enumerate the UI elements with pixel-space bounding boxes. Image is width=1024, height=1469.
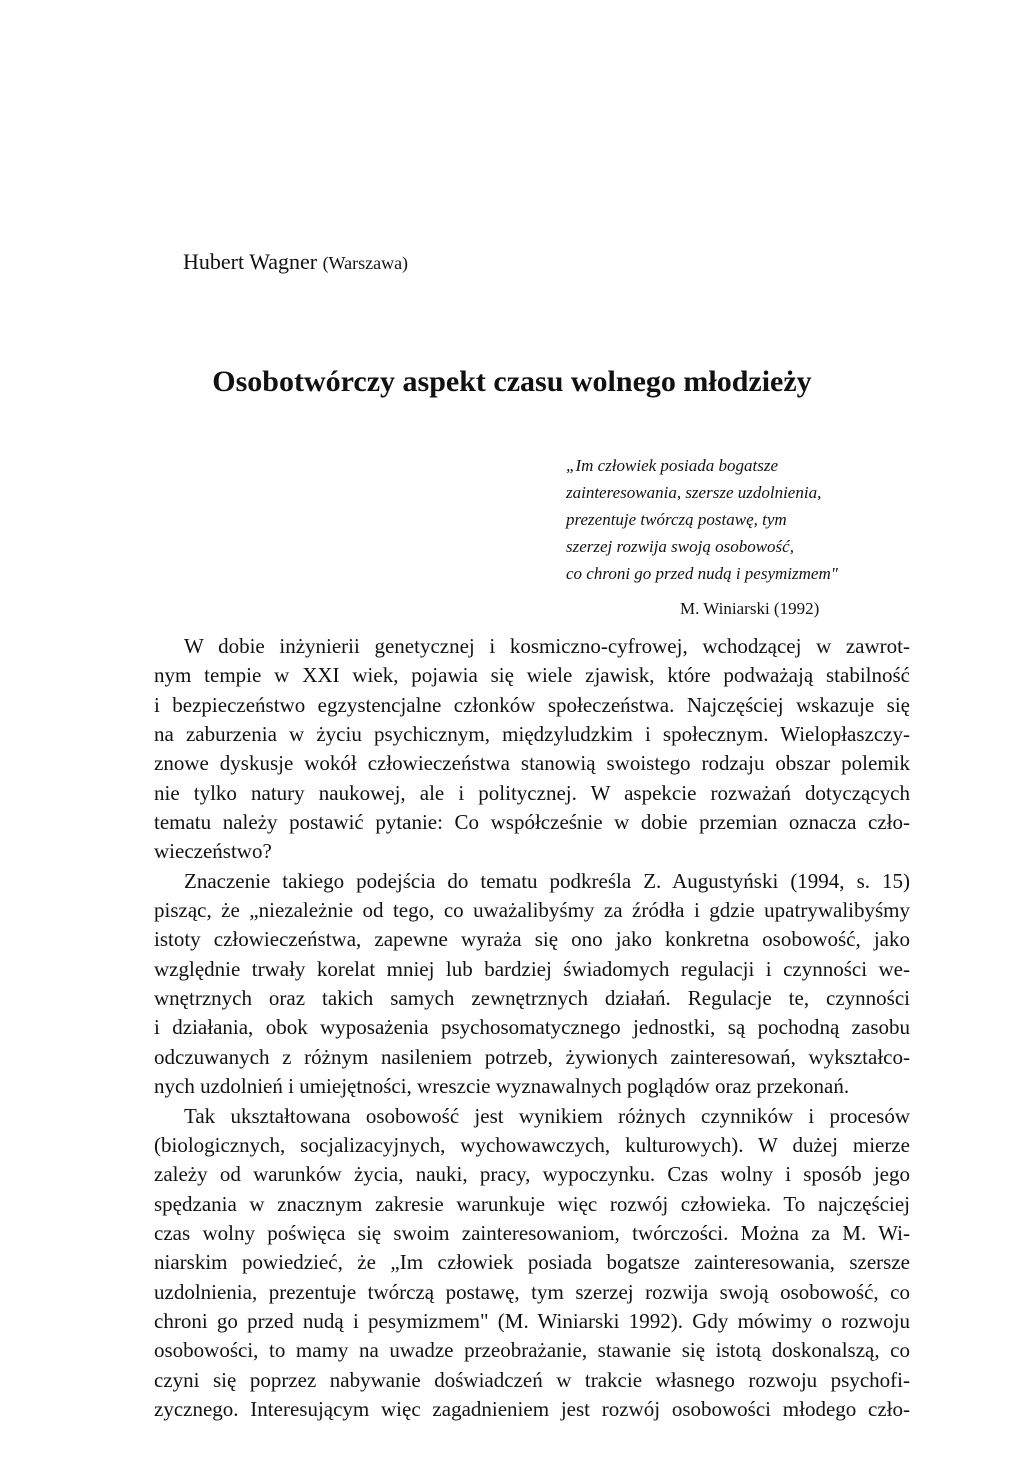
body-line: tematu należy postawić pytanie: Co współcześnie w dobie przemian oznacza czło- [154,810,910,835]
body-line: względnie trwały korelat mniej lub bardziej świadomych regulacji i czynności we- [154,956,910,981]
body-line: niarskim powiedzieć, że „Im człowiek posiada bogatsze zainteresowania, szersze [154,1250,910,1275]
author-line [183,247,408,278]
body-line: osobowości, to mamy na uwadze przeobrażanie, stawanie się istotą doskonalszą, co [154,1338,910,1363]
body-line: zależy od warunków życia, nauki, pracy, wypoczynku. Czas wolny i sposób jego [154,1162,910,1187]
epigraph-line: prezentuje twórczą postawę, tym [566,510,787,529]
body-line: i działania, obok wyposażenia psychosomatycznego jednostki, są pochodną zasobu [154,1015,910,1040]
body-line: wieczeństwo? [154,839,272,864]
body-line: na zaburzenia w życiu psychicznym, międzyludzkim i społecznym. Wielopłaszczy- [154,722,910,747]
body-line: Znaczenie takiego podejścia do tematu podkreśla Z. Augustyński (1994, s. 15) [184,868,910,893]
body-line: spędzania w znacznym zakresie warunkuje więc rozwój człowieka. To najczęściej [154,1191,910,1216]
body-line: W dobie inżynierii genetycznej i kosmiczno-cyfrowej, wchodzącej w zawrot- [184,634,910,658]
body-line: zycznego. Interesującym więc zagadnieniem jest rozwój osobowości młodego czło- [154,1396,910,1421]
epigraph-line: zainteresowania, szersze uzdolnienia, [566,483,822,502]
body-line: wnętrznych oraz takich samych zewnętrznych działań. Regulacje te, czynności [154,986,910,1011]
body-line: odczuwanych z różnym nasileniem potrzeb, żywionych zainteresowań, wykształco- [154,1044,910,1069]
epigraph-line: „Im człowiek posiada bogatsze [566,456,779,475]
body-line: istoty człowieczeństwa, zapewne wyraża się ono jako konkretna osobowość, jako [154,927,910,952]
body-line: znowe dyskusje wokół człowieczeństwa stanowią swoistego rodzaju obszar polemik [154,751,910,776]
epigraph-line: co chroni go przed nudą i pesymizmem" [566,564,838,583]
epigraph-line: szerzej rozwija swoją osobowość, [566,537,794,556]
body-line: czas wolny poświęca się swoim zainteresowaniom, twórczości. Można za M. Wi- [154,1220,910,1245]
body-line: chroni go przed nudą i pesymizmem" (M. Winiarski 1992). Gdy mówimy o rozwoju [154,1308,910,1333]
body-line: nym tempie w XXI wiek, pojawia się wiele zjawisk, które podważają stabilność [154,663,910,688]
article-title: Osobotwórczy aspekt czasu wolnego młodzieży [212,365,812,398]
author-affiliation: (Warszawa) [322,253,409,273]
body-line: Tak ukształtowana osobowość jest wynikiem różnych czynników i procesów [184,1103,910,1128]
body-line: uzdolnienia, prezentuje twórczą postawę, tym szerzej rozwija swoją osobowość, co [154,1279,910,1304]
body-line: czyni się poprzez nabywanie doświadczeń w trakcie własnego rozwoju psychofi- [154,1367,910,1392]
author-name: Hubert Wagner [183,249,318,274]
body-line: nych uzdolnień i umiejętności, wreszcie wyznawalnych poglądów oraz przekonań. [154,1074,850,1099]
epigraph [566,452,946,618]
body-line: i bezpieczeństwo egzystencjalne członków społeczeństwa. Najczęściej wskazuje się [154,692,910,717]
body-line: nie tylko natury naukowej, ale i politycznej. W aspekcie rozważań dotyczących [154,780,910,805]
body-line: (biologicznych, socjalizacyjnych, wychowawczych, kulturowych). W dużej mierze [154,1132,910,1157]
body-line: pisząc, że „niezależnie od tego, co uważalibyśmy za źródła i gdzie upatrywalibyśmy [154,898,910,923]
body-text [154,632,910,1424]
epigraph-source: M. Winiarski (1992) [680,599,820,618]
